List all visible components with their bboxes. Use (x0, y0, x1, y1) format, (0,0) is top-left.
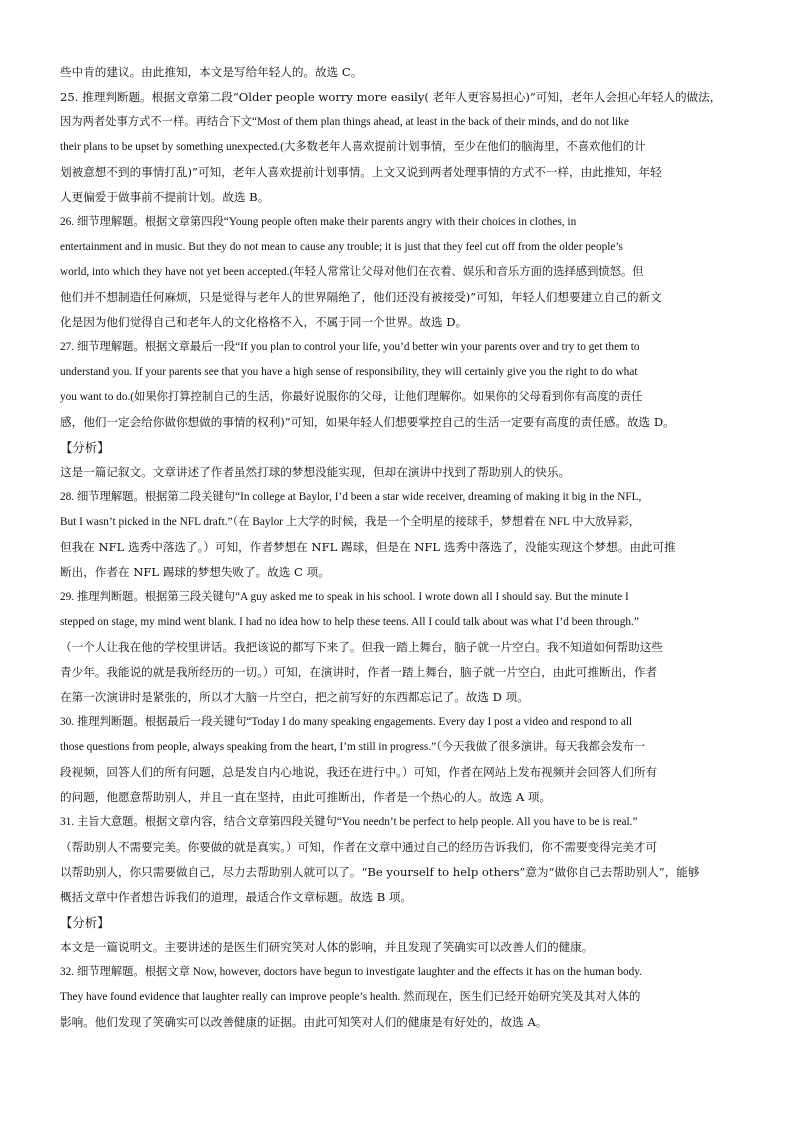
text-line: But I wasn’t picked in the NFL draft.”（在 Baylor 上大学的时候，我是一个全明星的接球手，梦想着在 NFL 中大放异彩， (60, 516, 641, 528)
text-line: world, into which they have not yet been accepted.(年轻人常常让父母对他们在衣着、娱乐和音乐方面的选择感到愤怒。但 (60, 266, 644, 278)
analysis-heading: 【分析】 (60, 440, 110, 455)
text-line: 在第一次演讲时是紧张的，所以才大脑一片空白，把之前写好的东西都忘记了。故选 D 项。 (60, 690, 529, 704)
text-line: 30. 推理判断题。根据最后一段关键句“Today I do many speaking engagements. Every day I post a video and respond to all (60, 716, 633, 728)
text-line: 以帮助别人，你只需要做自己，尽力去帮助别人就可以了。“Be yourself to help others”意为“做你自己去帮助别人”，能够 (60, 865, 700, 879)
text-line: 影响。他们发现了笑确实可以改善健康的证据。由此可知笑对人们的健康是有好处的，故选 A。 (60, 1015, 548, 1029)
text-line: you want to do.(如果你打算控制自己的生活，你最好说服你的父母，让他们理解你。如果你的父母看到你有高度的责任 (60, 391, 643, 403)
text-line: understand you. If your parents see that you have a high sense of responsibility, they will certainly give you the right to do what (60, 366, 638, 378)
text-line: 的问题，他愿意帮助别人，并且一直在坚持，由此可推断出，作者是一个热心的人。故选 A 项。 (60, 790, 552, 804)
text-line: （帮助别人不需要完美。你要做的就是真实。）可知，作者在文章中通过自己的经历告诉我们，你不需要变得完美才可 (60, 840, 658, 854)
text-line: those questions from people, always speaking from the heart, I’m still in progress.”（今天我做了很多演讲。每天我都会发布一 (60, 741, 646, 753)
text-line: 段视频，回答人们的所有问题，总是发自内心地说，我还在进行中。）可知，作者在网站上发布视频并会回答人们所有 (60, 765, 658, 779)
text-line: 这是一篇记叙文。文章讲述了作者虽然打球的梦想没能实现，但却在演讲中找到了帮助别人的快乐。 (60, 465, 571, 479)
text-line: stepped on stage, my mind went blank. I had no idea how to help these teens. All I could talk about was what I’d been through.” (60, 616, 639, 628)
text-line: 他们并不想制造任何麻烦，只是觉得与老年人的世界隔绝了，他们还没有被接受)”可知，年轻人们想要建立自己的新文 (60, 290, 662, 304)
text-line: 但我在 NFL 选秀中落选了。）可知，作者梦想在 NFL 踢球，但是在 NFL 选秀中落选了，没能实现这个梦想。由此可推 (60, 540, 676, 554)
text-line: 划被意想不到的事情打乱)”可知，老年人喜欢提前计划事情。上文又说到两者处理事情的方式不一样，由此推知，年轻 (60, 165, 662, 179)
text-line: 29. 推理判断题。根据第三段关键句“A guy asked me to speak in his school. I wrote down all I should say. But the minute I (60, 591, 629, 603)
text-line: They have found evidence that laughter really can improve people’s health. 然而现在，医生们已经开始研究笑及其对人体的 (60, 991, 641, 1003)
text-line: 27. 细节理解题。根据文章最后一段“If you plan to control your life, you’d better win your parents over and try to get them to (60, 341, 640, 353)
text-line: 本文是一篇说明文。主要讲述的是医生们研究笑对人体的影响，并且发现了笑确实可以改善人们的健康。 (60, 940, 594, 954)
text-line: 化是因为他们觉得自己和老年人的文化格格不入，不属于同一个世界。故选 D。 (60, 315, 468, 329)
text-line: 25. 推理判断题。根据文章第二段“Older people worry more easily( 老年人更容易担心)”可知，老年人会担心年轻人的做法， (60, 90, 722, 104)
text-line: 32. 细节理解题。根据文章 Now, however, doctors have begun to investigate laughter and the effects it has on the human body. (60, 966, 643, 978)
text-line: 26. 细节理解题。根据文章第四段“Young people often make their parents angry with their choices in clothes, in (60, 216, 577, 228)
text-line: 些中肯的建议。由此推知，本文是写给年轻人的。故选 C。 (60, 65, 363, 79)
text-line: 概括文章中作者想告诉我们的道理，最适合作文章标题。故选 B 项。 (60, 890, 413, 904)
text-line: entertainment and in music. But they do not mean to cause any trouble; it is just that they feel cut off from the older people’s (60, 241, 623, 253)
text-line: 人更偏爱于做事前不提前计划。故选 B。 (60, 190, 270, 204)
text-line: their plans to be upset by something unexpected.(大多数老年人喜欢提前计划事情，至少在他们的脑海里，不喜欢他们的计 (60, 141, 646, 153)
text-line: （一个人让我在他的学校里讲话。我把该说的都写下来了。但我一踏上舞台，脑子就一片空白。我不知道如何帮助这些 (60, 640, 663, 654)
text-line: 青少年。我能说的就是我所经历的一切。）可知，在演讲时，作者一踏上舞台，脑子就一片空白，由此可推断出，作者 (60, 665, 658, 679)
analysis-heading: 【分析】 (60, 915, 110, 930)
text-line: 断出，作者在 NFL 踢球的梦想失败了。故选 C 项。 (60, 565, 330, 579)
document-body (60, 60, 736, 1035)
text-line: 感，他们一定会给你做你想做的事情的权利)”可知，如果年轻人们想要掌控自己的生活一定要有高度的责任感。故选 D。 (60, 415, 675, 429)
text-line: 28. 细节理解题。根据第二段关键句“In college at Baylor, I’d been a star wide receiver, dreaming of making it big in the NFL, (60, 491, 642, 503)
text-line: 因为两者处事方式不一样。再结合下文“Most of them plan things ahead, at least in the back of their minds, and do not like (60, 116, 629, 128)
text-line: 31. 主旨大意题。根据文章内容，结合文章第四段关键句“You needn’t be perfect to help people. All you have to be is real.” (60, 816, 638, 828)
